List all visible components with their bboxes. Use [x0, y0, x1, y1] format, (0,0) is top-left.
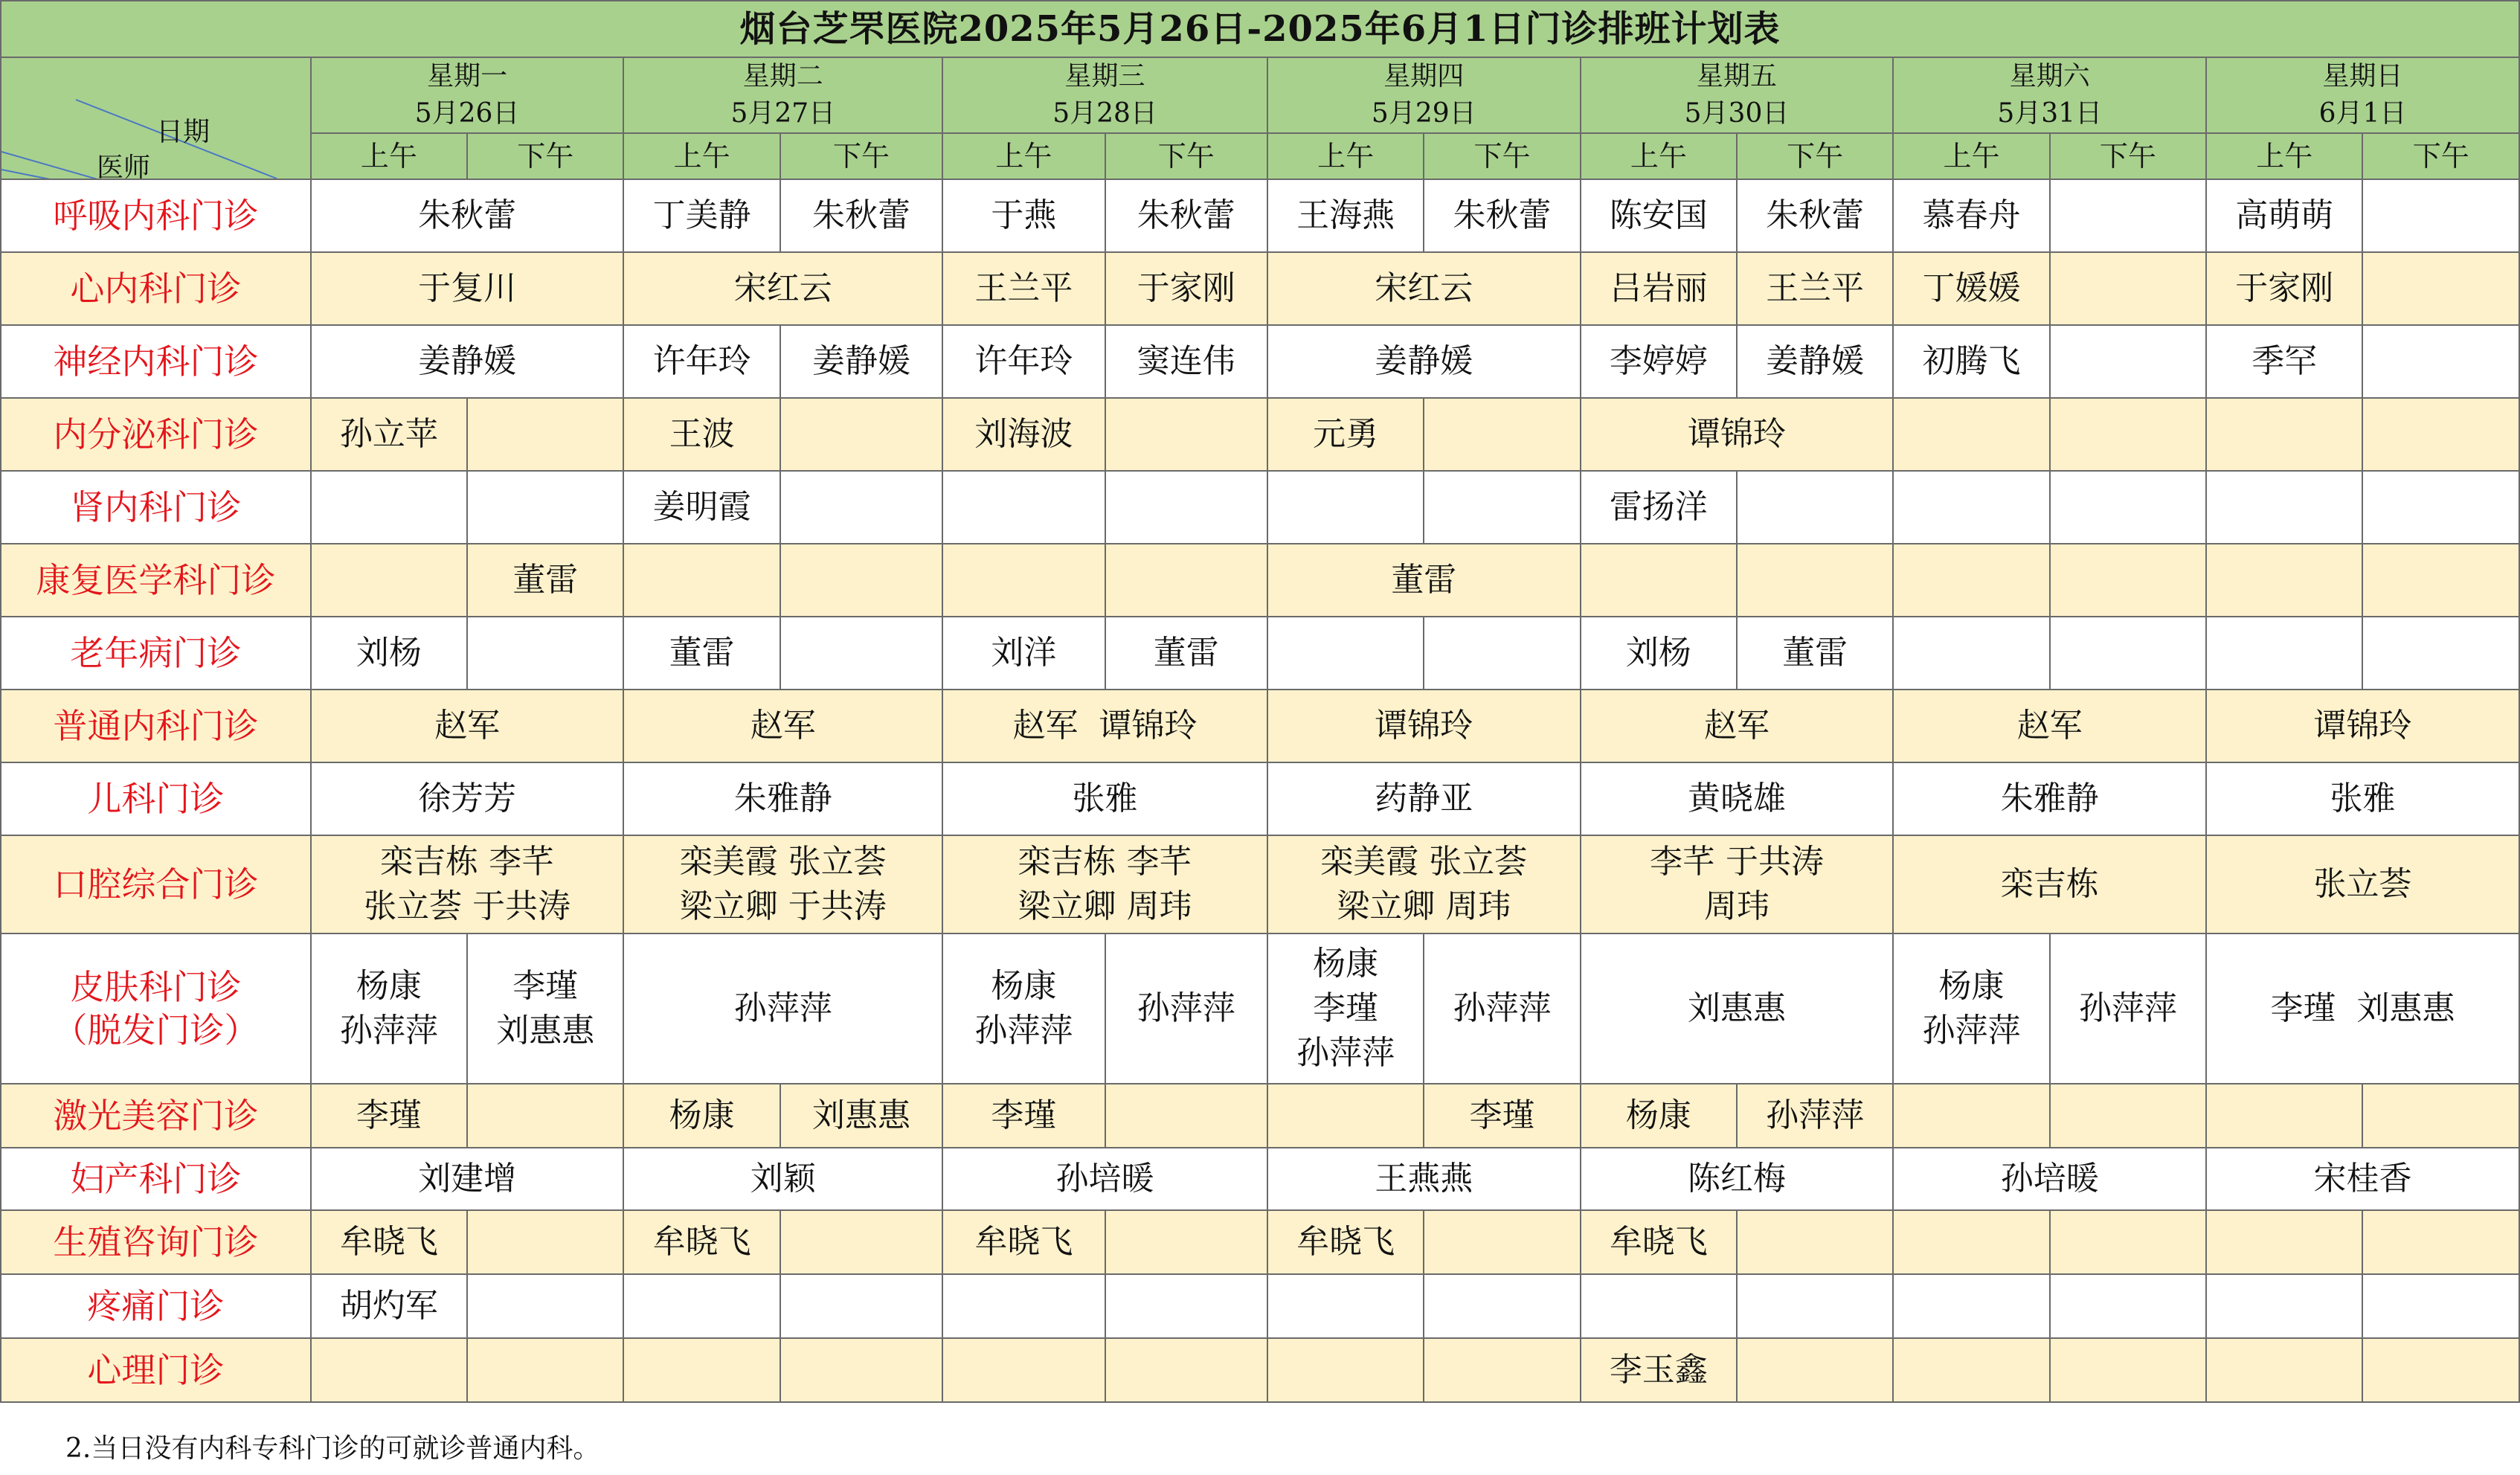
doctor-cell: 朱秋蕾 [311, 179, 624, 252]
doctor-cell: 姜明霞 [623, 471, 780, 544]
doctor-cell [2050, 471, 2206, 544]
day-header-1 [311, 57, 624, 133]
doctor-cell: 张雅 [2206, 762, 2519, 835]
doctor-cell: 姜静媛 [311, 325, 624, 398]
doctor-cell [2050, 1274, 2206, 1338]
doctor-cell: 刘杨 [311, 617, 467, 690]
doctor-cell: 赵军 [623, 690, 942, 762]
schedule-row [1, 1148, 2519, 1210]
doctor-cell [2362, 252, 2519, 325]
doctor-cell [1893, 933, 2049, 1084]
department-name: 康复医学科门诊 [1, 544, 311, 617]
schedule-row [1, 835, 2519, 933]
doctor-name-line: 杨康 [1313, 945, 1379, 983]
doctor-cell: 孙萍萍 [1424, 933, 1580, 1084]
schedule-row [1, 252, 2519, 325]
doctor-cell [467, 1210, 623, 1274]
title-row [1, 1, 2519, 57]
doctor-cell: 孙培暖 [942, 1148, 1267, 1210]
doctor-cell: 王海燕 [1267, 179, 1424, 252]
department-name-line: 皮肤科门诊 [70, 967, 242, 1007]
doctor-cell: 赵军 [1581, 690, 1894, 762]
corner-diagonal-lines [1, 58, 309, 179]
doctor-cell: 于燕 [942, 179, 1105, 252]
doctor-cell [467, 617, 623, 690]
half-day-header-row [1, 133, 2519, 179]
doctor-cell [2206, 1338, 2362, 1402]
doctor-cell [1424, 1274, 1580, 1338]
doctor-name-line: 栾吉栋 李芊 [380, 843, 555, 881]
day-header-row [1, 57, 2519, 133]
schedule-row [1, 471, 2519, 544]
doctor-cell [1105, 1274, 1267, 1338]
schedule-row [1, 1274, 2519, 1338]
doctor-cell: 元勇 [1267, 398, 1424, 471]
doctor-cell: 朱秋蕾 [1424, 179, 1580, 252]
doctor-cell [1737, 471, 1893, 544]
doctor-name-line: 栾美霞 张立荟 [679, 843, 887, 881]
doctor-cell [1105, 544, 1267, 617]
day-weekday: 星期四 [1383, 61, 1465, 91]
doctor-cell [1737, 1210, 1893, 1274]
department-name: 神经内科门诊 [1, 325, 311, 398]
doctor-cell [623, 1274, 780, 1338]
half-header-pm: 下午 [780, 133, 942, 179]
doctor-cell: 孙萍萍 [2050, 933, 2206, 1084]
doctor-cell: 吕岩丽 [1581, 252, 1737, 325]
doctor-cell: 丁美静 [623, 179, 780, 252]
half-header-pm: 下午 [1737, 133, 1893, 179]
doctor-cell [623, 1338, 780, 1402]
schedule-row [1, 398, 2519, 471]
doctor-cell [2050, 179, 2206, 252]
doctor-cell [1424, 617, 1580, 690]
doctor-cell [1424, 398, 1580, 471]
doctor-cell: 黄晓雄 [1581, 762, 1894, 835]
doctor-cell: 孙萍萍 [1737, 1084, 1893, 1148]
half-header-am: 上午 [2206, 133, 2362, 179]
day-weekday: 星期五 [1696, 61, 1777, 91]
doctor-cell [942, 1274, 1105, 1338]
doctor-cell [2362, 1084, 2519, 1148]
doctor-cell: 姜静媛 [780, 325, 942, 398]
doctor-name-line: 梁立卿 于共涛 [679, 887, 887, 925]
doctor-cell: 董雷 [1105, 617, 1267, 690]
doctor-cell [1581, 544, 1737, 617]
day-header-3 [942, 57, 1267, 133]
doctor-cell: 陈红梅 [1581, 1148, 1894, 1210]
doctor-cell [2362, 325, 2519, 398]
schedule-row [1, 1084, 2519, 1148]
doctor-cell: 栾吉栋 [1893, 835, 2206, 933]
doctor-cell [311, 933, 467, 1084]
doctor-name-line: 梁立卿 周玮 [1018, 887, 1192, 925]
schedule-row [1, 179, 2519, 252]
doctor-cell [780, 544, 942, 617]
doctor-cell [1737, 544, 1893, 617]
doctor-cell: 杨康 [1581, 1084, 1737, 1148]
doctor-cell: 李瑾 [942, 1084, 1105, 1148]
doctor-cell: 李婷婷 [1581, 325, 1737, 398]
half-header-am: 上午 [1267, 133, 1424, 179]
doctor-name-line: 李瑾 [512, 967, 579, 1005]
doctor-cell: 赵军 [311, 690, 624, 762]
doctor-cell: 赵军 谭锦玲 [942, 690, 1267, 762]
schedule-row [1, 1210, 2519, 1274]
doctor-cell [1893, 1274, 2049, 1338]
doctor-cell: 牟晓飞 [1581, 1210, 1737, 1274]
half-header-am: 上午 [311, 133, 467, 179]
doctor-cell [2050, 1338, 2206, 1402]
doctor-cell [1737, 1338, 1893, 1402]
doctor-cell [467, 1338, 623, 1402]
department-name-line: （脱发门诊） [53, 1010, 259, 1050]
doctor-cell: 药静亚 [1267, 762, 1581, 835]
doctor-cell: 慕春舟 [1893, 179, 2049, 252]
doctor-cell: 陈安国 [1581, 179, 1737, 252]
doctor-cell [1893, 1084, 2049, 1148]
doctor-cell [311, 544, 467, 617]
day-weekday: 星期三 [1064, 61, 1145, 91]
half-header-pm: 下午 [2050, 133, 2206, 179]
schedule-row [1, 690, 2519, 762]
doctor-cell: 朱雅静 [1893, 762, 2206, 835]
doctor-cell [942, 933, 1105, 1084]
doctor-name-line: 梁立卿 周玮 [1337, 887, 1511, 925]
day-date: 5月26日 [414, 98, 520, 129]
department-name: 激光美容门诊 [1, 1084, 311, 1148]
day-header-5 [1581, 57, 1894, 133]
doctor-name-line: 杨康 [1938, 967, 2005, 1005]
schedule-row [1, 617, 2519, 690]
doctor-cell: 宋红云 [623, 252, 942, 325]
half-header-am: 上午 [942, 133, 1105, 179]
doctor-cell: 宋桂香 [2206, 1148, 2519, 1210]
doctor-cell [2362, 1210, 2519, 1274]
doctor-cell [942, 471, 1105, 544]
day-header-7 [2206, 57, 2519, 133]
doctor-cell [1893, 544, 2049, 617]
doctor-cell: 刘颖 [623, 1148, 942, 1210]
doctor-cell [2206, 398, 2362, 471]
doctor-name-line: 杨康 [356, 967, 422, 1005]
doctor-cell: 董雷 [467, 544, 623, 617]
doctor-cell [2206, 1210, 2362, 1274]
doctor-cell: 李玉鑫 [1581, 1338, 1737, 1402]
doctor-cell: 孙培暖 [1893, 1148, 2206, 1210]
doctor-cell: 王波 [623, 398, 780, 471]
doctor-cell [311, 835, 624, 933]
doctor-cell [1267, 933, 1424, 1084]
half-header-pm: 下午 [1105, 133, 1267, 179]
doctor-cell [1267, 1274, 1424, 1338]
doctor-cell [2362, 1274, 2519, 1338]
day-header-6 [1893, 57, 2206, 133]
half-header-pm: 下午 [2362, 133, 2519, 179]
doctor-cell [1267, 1084, 1424, 1148]
doctor-cell [2050, 617, 2206, 690]
schedule-row [1, 933, 2519, 1084]
department-name: 妇产科门诊 [1, 1148, 311, 1210]
doctor-cell: 窦连伟 [1105, 325, 1267, 398]
doctor-cell [2206, 1274, 2362, 1338]
doctor-cell [467, 398, 623, 471]
schedule-row [1, 325, 2519, 398]
doctor-cell: 孙萍萍 [623, 933, 942, 1084]
day-weekday: 星期日 [2322, 61, 2403, 91]
doctor-cell [1424, 1338, 1580, 1402]
doctor-cell: 王燕燕 [1267, 1148, 1581, 1210]
doctor-cell [1581, 1274, 1737, 1338]
day-weekday: 星期二 [742, 61, 823, 91]
doctor-cell: 刘杨 [1581, 617, 1737, 690]
doctor-cell: 董雷 [1267, 544, 1581, 617]
doctor-name-line: 孙萍萍 [1296, 1034, 1395, 1072]
doctor-cell [2050, 398, 2206, 471]
half-header-am: 上午 [1893, 133, 2049, 179]
department-name: 心理门诊 [1, 1338, 311, 1402]
doctor-cell [2206, 1084, 2362, 1148]
day-date: 5月30日 [1684, 98, 1790, 129]
day-date: 6月1日 [2318, 98, 2407, 129]
doctor-cell [1105, 1210, 1267, 1274]
day-header-2 [623, 57, 942, 133]
department-name: 心内科门诊 [1, 252, 311, 325]
doctor-cell [2362, 471, 2519, 544]
doctor-cell: 刘建增 [311, 1148, 624, 1210]
doctor-cell: 刘惠惠 [1581, 933, 1894, 1084]
doctor-cell: 宋红云 [1267, 252, 1581, 325]
doctor-cell [2362, 1338, 2519, 1402]
doctor-cell [780, 398, 942, 471]
doctor-cell: 胡灼军 [311, 1274, 467, 1338]
doctor-cell [2050, 1210, 2206, 1274]
doctor-cell [1267, 1338, 1424, 1402]
doctor-cell: 徐芳芳 [311, 762, 624, 835]
doctor-cell: 谭锦玲 [1581, 398, 1894, 471]
header-corner [1, 57, 311, 179]
doctor-cell [311, 471, 467, 544]
doctor-name-line: 孙萍萍 [974, 1012, 1073, 1050]
day-date: 5月28日 [1052, 98, 1157, 129]
doctor-cell: 于复川 [311, 252, 624, 325]
doctor-name-line: 刘惠惠 [496, 1012, 595, 1050]
doctor-cell [2050, 1084, 2206, 1148]
doctor-cell [1581, 835, 1894, 933]
doctor-cell: 董雷 [623, 617, 780, 690]
doctor-cell [1105, 471, 1267, 544]
doctor-cell [2206, 544, 2362, 617]
doctor-cell [1267, 835, 1581, 933]
doctor-cell [1424, 471, 1580, 544]
half-header-am: 上午 [1581, 133, 1737, 179]
department-name: 肾内科门诊 [1, 471, 311, 544]
doctor-cell [623, 835, 942, 933]
doctor-cell: 刘海波 [942, 398, 1105, 471]
doctor-cell [780, 1274, 942, 1338]
doctor-cell [1424, 1210, 1580, 1274]
doctor-cell [1893, 1338, 2049, 1402]
doctor-name-line: 杨康 [991, 967, 1057, 1005]
doctor-cell: 许年玲 [942, 325, 1105, 398]
doctor-cell: 朱秋蕾 [1737, 179, 1893, 252]
footnote: 2.当日没有内科专科门诊的可就诊普通内科。 [65, 1433, 600, 1464]
doctor-name-line: 周玮 [1704, 887, 1770, 925]
doctor-name-line: 李芊 于共涛 [1650, 843, 1824, 881]
day-weekday: 星期一 [427, 61, 508, 91]
doctor-cell [1105, 398, 1267, 471]
department-name [1, 933, 311, 1084]
doctor-cell [1267, 617, 1424, 690]
doctor-cell [467, 471, 623, 544]
doctor-cell [1105, 1084, 1267, 1148]
doctor-cell: 朱秋蕾 [1105, 179, 1267, 252]
doctor-cell [623, 544, 780, 617]
doctor-name-line: 栾美霞 张立荟 [1320, 843, 1528, 881]
doctor-cell: 姜静媛 [1267, 325, 1581, 398]
doctor-cell: 丁媛媛 [1893, 252, 2049, 325]
schedule-row [1, 1338, 2519, 1402]
doctor-cell [780, 1338, 942, 1402]
doctor-cell [467, 1084, 623, 1148]
doctor-cell [942, 835, 1267, 933]
doctor-cell: 李瑾 [1424, 1084, 1580, 1148]
doctor-cell: 初腾飞 [1893, 325, 2049, 398]
doctor-cell [1737, 1274, 1893, 1338]
corner-doctor-label: 医师 [97, 152, 151, 179]
doctor-cell [467, 1274, 623, 1338]
page-title: 烟台芝罘医院2025年5月26日-2025年6月1日门诊排班计划表 [1, 1, 2519, 57]
doctor-cell: 牟晓飞 [311, 1210, 467, 1274]
doctor-cell: 许年玲 [623, 325, 780, 398]
doctor-cell: 谭锦玲 [1267, 690, 1581, 762]
doctor-cell [1267, 471, 1424, 544]
doctor-cell: 朱雅静 [623, 762, 942, 835]
doctor-cell: 姜静媛 [1737, 325, 1893, 398]
doctor-cell [1893, 617, 2049, 690]
doctor-name-line: 张立荟 于共涛 [364, 887, 571, 925]
department-name: 生殖咨询门诊 [1, 1210, 311, 1274]
doctor-cell [780, 471, 942, 544]
doctor-cell [780, 1210, 942, 1274]
doctor-cell [942, 1338, 1105, 1402]
doctor-cell [1105, 1338, 1267, 1402]
doctor-cell: 李瑾 刘惠惠 [2206, 933, 2519, 1084]
doctor-cell: 谭锦玲 [2206, 690, 2519, 762]
doctor-cell [2362, 544, 2519, 617]
doctor-cell [2362, 617, 2519, 690]
doctor-name-line: 孙萍萍 [1922, 1012, 2021, 1050]
half-header-pm: 下午 [1424, 133, 1580, 179]
doctor-cell: 牟晓飞 [623, 1210, 780, 1274]
doctor-cell: 于家刚 [2206, 252, 2362, 325]
doctor-cell [2362, 398, 2519, 471]
doctor-cell: 赵军 [1893, 690, 2206, 762]
doctor-cell [467, 933, 623, 1084]
doctor-cell [2050, 544, 2206, 617]
department-name: 呼吸内科门诊 [1, 179, 311, 252]
doctor-cell: 刘洋 [942, 617, 1105, 690]
doctor-cell [1893, 1210, 2049, 1274]
half-header-am: 上午 [623, 133, 780, 179]
doctor-name-line: 孙萍萍 [339, 1012, 438, 1050]
department-name: 老年病门诊 [1, 617, 311, 690]
doctor-cell [2362, 179, 2519, 252]
doctor-cell: 朱秋蕾 [780, 179, 942, 252]
doctor-cell: 杨康 [623, 1084, 780, 1148]
doctor-cell [311, 1338, 467, 1402]
doctor-name-line: 李瑾 [1313, 989, 1379, 1027]
day-date: 5月29日 [1371, 98, 1476, 129]
doctor-cell: 王兰平 [1737, 252, 1893, 325]
doctor-cell: 张立荟 [2206, 835, 2519, 933]
doctor-cell: 王兰平 [942, 252, 1105, 325]
doctor-cell: 张雅 [942, 762, 1267, 835]
department-name: 内分泌科门诊 [1, 398, 311, 471]
day-weekday: 星期六 [2009, 61, 2090, 91]
doctor-cell: 牟晓飞 [942, 1210, 1105, 1274]
doctor-cell: 季罕 [2206, 325, 2362, 398]
doctor-cell: 刘惠惠 [780, 1084, 942, 1148]
department-name: 普通内科门诊 [1, 690, 311, 762]
doctor-cell [942, 544, 1105, 617]
doctor-cell [2206, 471, 2362, 544]
day-header-4 [1267, 57, 1581, 133]
day-date: 5月27日 [730, 98, 836, 129]
department-name: 疼痛门诊 [1, 1274, 311, 1338]
doctor-cell: 董雷 [1737, 617, 1893, 690]
doctor-cell [2206, 617, 2362, 690]
doctor-cell [780, 617, 942, 690]
doctor-cell: 高萌萌 [2206, 179, 2362, 252]
corner-date-label: 日期 [156, 117, 210, 147]
doctor-cell: 牟晓飞 [1267, 1210, 1424, 1274]
half-header-pm: 下午 [467, 133, 623, 179]
day-date: 5月31日 [1997, 98, 2103, 129]
doctor-cell: 孙萍萍 [1105, 933, 1267, 1084]
doctor-cell: 于家刚 [1105, 252, 1267, 325]
doctor-cell: 李瑾 [311, 1084, 467, 1148]
schedule-row [1, 544, 2519, 617]
doctor-cell [2050, 325, 2206, 398]
schedule-row [1, 762, 2519, 835]
doctor-cell [1893, 398, 2049, 471]
doctor-cell [2050, 252, 2206, 325]
department-name: 儿科门诊 [1, 762, 311, 835]
department-name: 口腔综合门诊 [1, 835, 311, 933]
doctor-cell: 孙立苹 [311, 398, 467, 471]
doctor-name-line: 栾吉栋 李芊 [1018, 843, 1192, 881]
doctor-cell: 雷扬洋 [1581, 471, 1737, 544]
doctor-cell [1893, 471, 2049, 544]
